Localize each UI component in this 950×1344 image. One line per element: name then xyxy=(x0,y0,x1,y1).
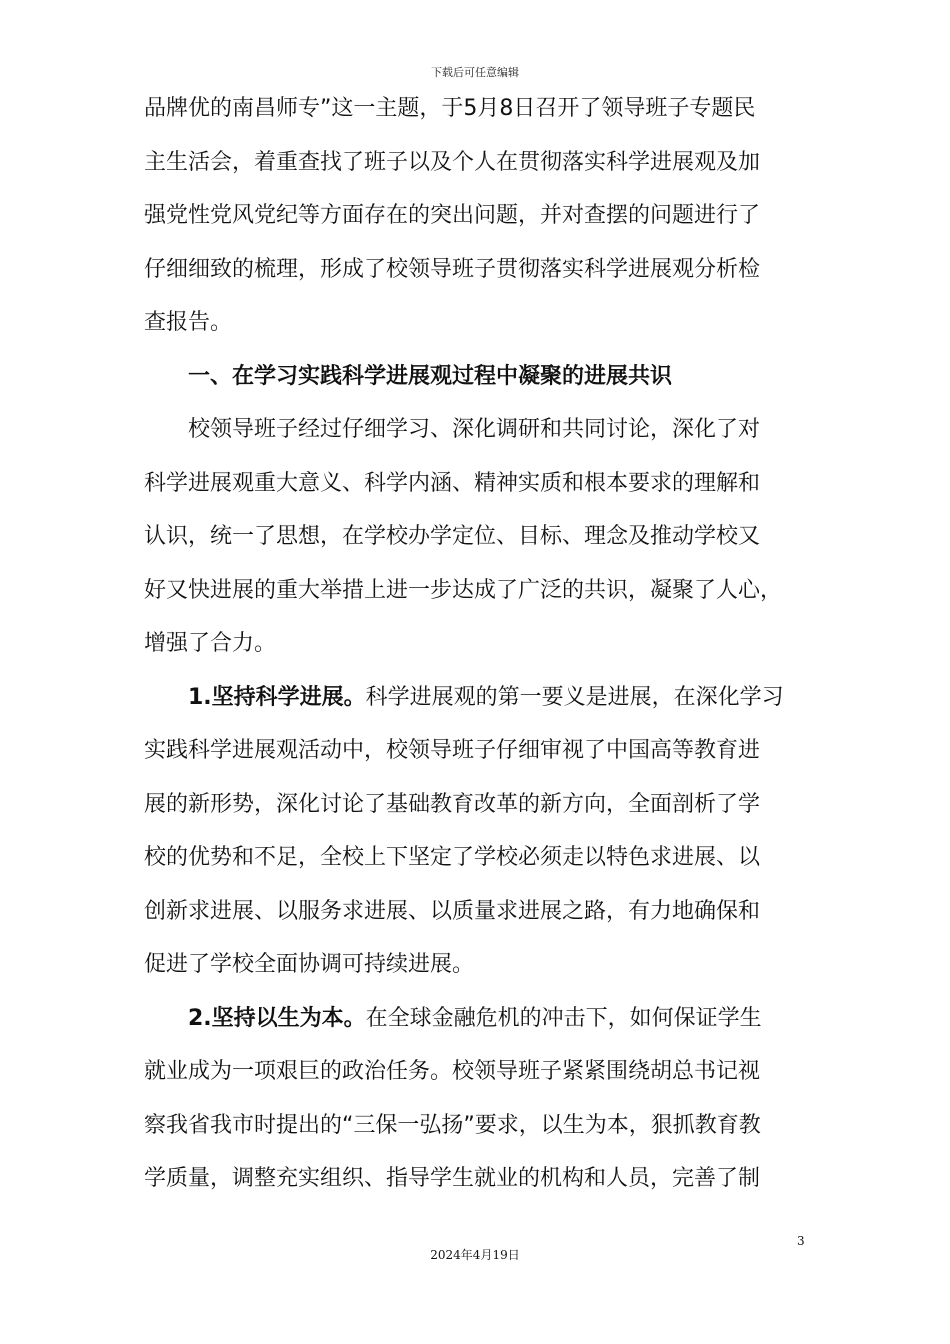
point1-line: 校的优势和不足，全校上下坚定了学校必须走以特色求进展、以 xyxy=(144,845,761,870)
intro-line: 强党性党风党纪等方面存在的突出问题，并对查摆的问题进行了 xyxy=(144,203,761,228)
page-number: 3 xyxy=(797,1234,805,1248)
point1-line: 实践科学进展观活动中，校领导班子仔细审视了中国高等教育进 xyxy=(144,738,761,763)
document-body xyxy=(144,82,809,1206)
point2-first-line xyxy=(144,992,809,1046)
point2-line: 察我省我市时提出的“三保一弘扬”要求，以生为本，狠抓教育教 xyxy=(144,1112,761,1138)
page-header: 下载后可任意编辑 xyxy=(431,66,519,79)
point2-title: 2.坚持以生为本。 xyxy=(188,1005,366,1031)
point1-first-line xyxy=(144,671,809,725)
point1-line: 创新求进展、以服务求进展、以质量求进展之路，有力地确保和 xyxy=(144,898,761,924)
intro-line: 查报告。 xyxy=(144,310,233,335)
intro-line: 仔细细致的梳理，形成了校领导班子贯彻落实科学进展观分析检 xyxy=(144,256,761,282)
section-heading: 一、在学习实践科学进展观过程中凝聚的进展共识 xyxy=(188,363,673,389)
section-para-line: 好又快进展的重大举措上进一步达成了广泛的共识，凝聚了人心， xyxy=(144,577,783,603)
section-para-line: 认识，统一了思想，在学校办学定位、目标、理念及推动学校又 xyxy=(144,524,761,549)
intro-line: 主生活会，着重查找了班子以及个人在贯彻落实科学进展观及加 xyxy=(144,149,761,175)
section-para-line: 校领导班子经过仔细学习、深化调研和共同讨论，深化了对 xyxy=(188,417,761,442)
point1-line: 展的新形势，深化讨论了基础教育改革的新方向，全面剖析了学 xyxy=(144,791,761,817)
point2-line: 学质量，调整充实组织、指导学生就业的机构和人员，完善了制 xyxy=(144,1166,761,1191)
point1-title: 1.坚持科学进展。 xyxy=(188,684,366,710)
footer-date: 2024年4月19日 xyxy=(430,1248,520,1262)
intro-line: 品牌优的南昌师专”这一主题，于5月8日召开了领导班子专题民 xyxy=(144,96,756,121)
point1-line: 促进了学校全面协调可持续进展。 xyxy=(144,952,475,977)
point2-line: 就业成为一项艰巨的政治任务。校领导班子紧紧围绕胡总书记视 xyxy=(144,1059,761,1084)
section-para-line: 科学进展观重大意义、科学内涵、精神实质和根本要求的理解和 xyxy=(144,470,761,496)
point1-first-text: 科学进展观的第一要义是进展，在深化学习 xyxy=(365,684,784,710)
point2-first-text: 在全球金融危机的冲击下，如何保证学生 xyxy=(365,1005,762,1031)
section-para-line: 增强了合力。 xyxy=(144,631,277,656)
